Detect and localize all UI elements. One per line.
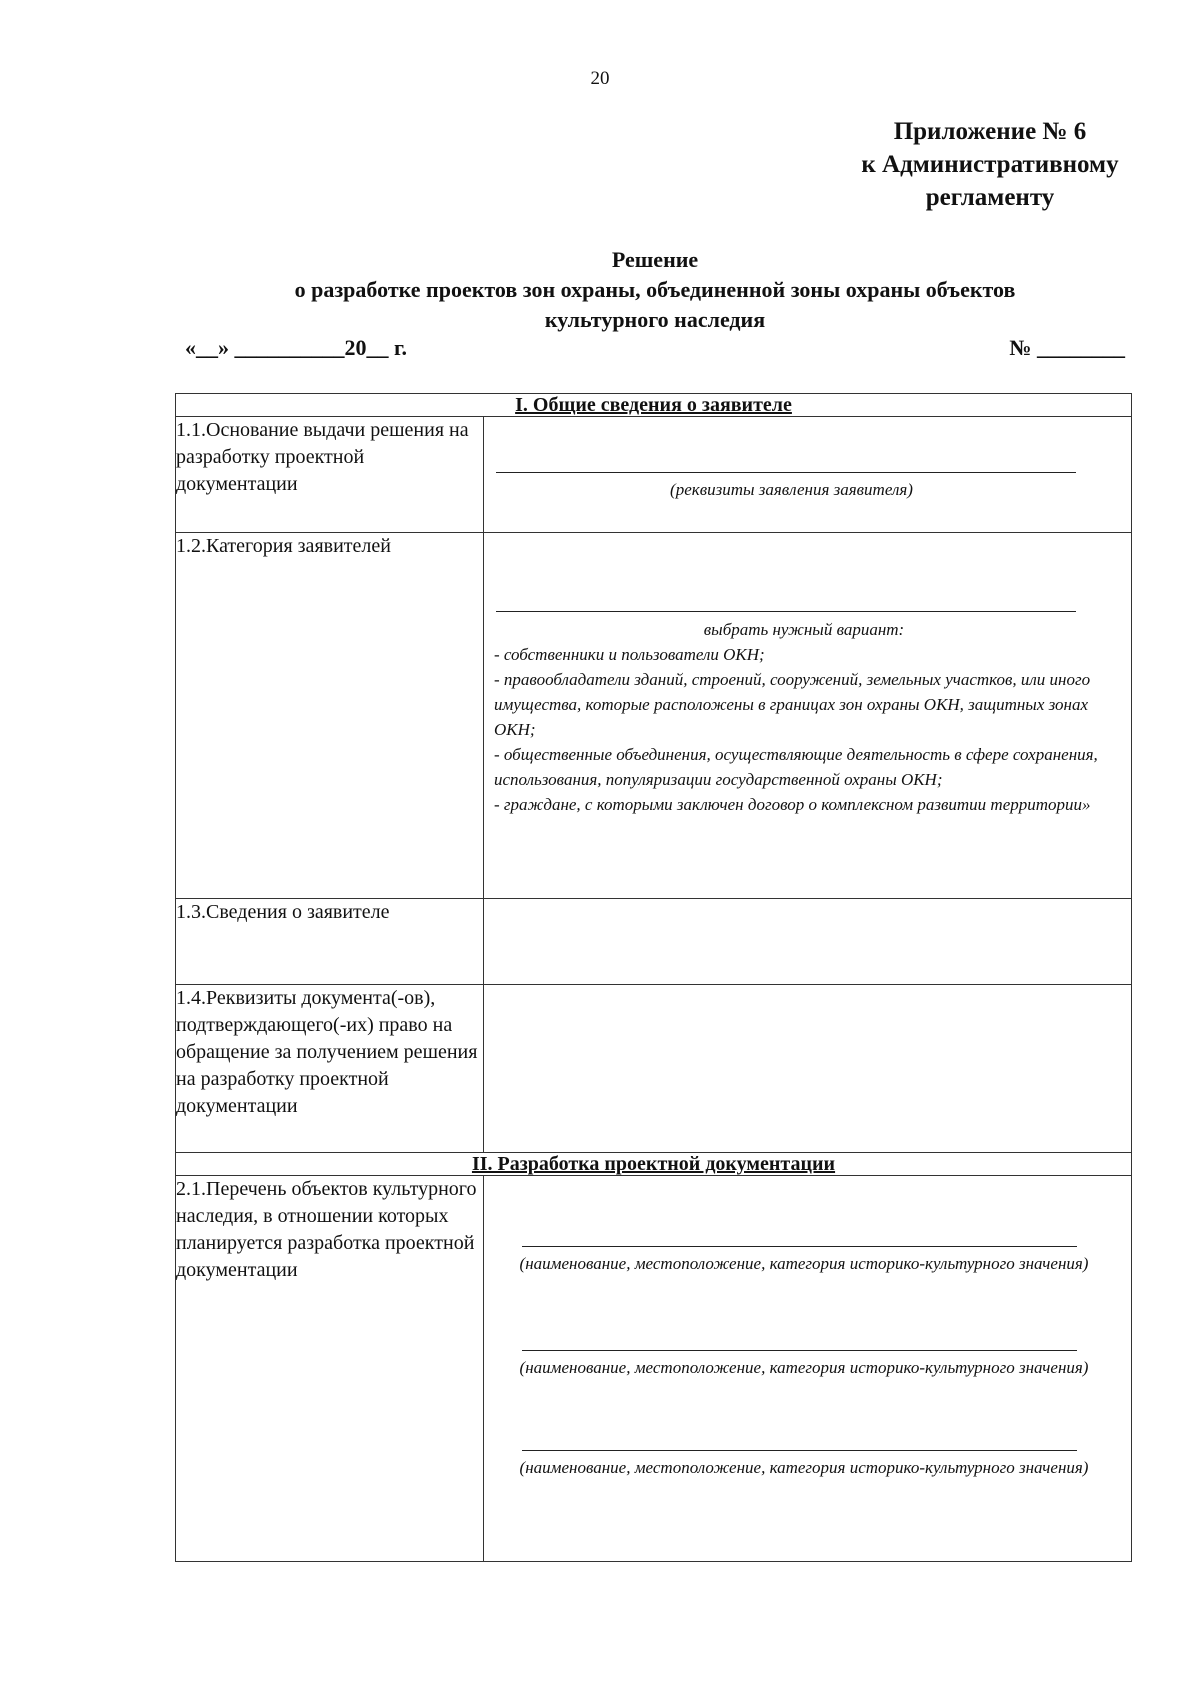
appendix-line-2: к Административному — [861, 151, 1119, 178]
appendix-heading — [800, 115, 1180, 214]
appendix-line-1: Приложение № 6 — [893, 118, 1087, 145]
option-owners: - собственники и пользователи ОКН; — [494, 645, 765, 664]
number-field: № ________ — [1009, 335, 1125, 360]
section-1-header-row — [176, 394, 1132, 417]
page-number: 20 — [590, 68, 610, 89]
row-1-2-value — [484, 533, 1132, 899]
appendix-line-3: регламенту — [925, 184, 1055, 211]
row-1-1-hint: (реквизиты заявления заявителя) — [670, 480, 913, 499]
table-row-2-1 — [176, 1176, 1132, 1562]
heritage-object-entry — [484, 1450, 1124, 1480]
heritage-object-hint: (наименование, местоположение, категория историко-культурного значения) — [519, 1458, 1089, 1477]
option-citizens: - граждане, с которыми заключен договор о комплексном развитии территории» — [494, 795, 1091, 814]
row-1-1-value — [484, 417, 1132, 533]
section-2-header-row — [176, 1153, 1132, 1176]
table-row-1-4 — [176, 985, 1132, 1153]
table-row-1-3 — [176, 899, 1132, 985]
section-1-title: I. Общие сведения о заявителе — [176, 394, 1132, 417]
row-1-1-label: 1.1.Основание выдачи решения на разработку проектной документации — [176, 417, 484, 533]
row-2-1-label: 2.1.Перечень объектов культурного наследия, в отношении которых планируется разработка проектной документации — [176, 1176, 484, 1562]
applicant-category-options — [484, 617, 1124, 817]
heritage-object-entry — [484, 1246, 1124, 1276]
title-line-2: о разработке проектов зон охраны, объединенной зоны охраны объектов — [294, 277, 1016, 302]
row-1-4-value — [484, 985, 1132, 1153]
date-number-line — [185, 335, 1125, 367]
title-line-3: культурного наследия — [544, 307, 766, 332]
date-field: «__» __________20__ г. — [185, 335, 408, 360]
title-line-1: Решение — [611, 247, 699, 272]
decision-form-table — [175, 393, 1132, 1562]
row-1-4-label: 1.4.Реквизиты документа(-ов), подтверждающего(-их) право на обращение за получением решения на разработку проектной документации — [176, 985, 484, 1153]
row-1-3-value — [484, 899, 1132, 985]
row-1-3-label: 1.3.Сведения о заявителе — [176, 899, 484, 985]
table-row-1-1 — [176, 417, 1132, 533]
fill-line — [496, 472, 1076, 473]
fill-line — [496, 611, 1076, 612]
heritage-object-hint: (наименование, местоположение, категория историко-культурного значения) — [519, 1358, 1089, 1377]
table-row-1-2 — [176, 533, 1132, 899]
row-1-2-label: 1.2.Категория заявителей — [176, 533, 484, 899]
heritage-object-entry — [484, 1350, 1124, 1380]
option-associations: - общественные объединения, осуществляющие деятельность в сфере сохранения, использования, популяризации государственной охраны ОКН; — [494, 745, 1098, 789]
document-title — [175, 245, 1135, 335]
option-rightholders: - правообладатели зданий, строений, сооружений, земельных участков, или иного имущества, которые расположены в границах зон охраны ОКН, защитных зонах ОКН; — [494, 670, 1091, 739]
heritage-object-hint: (наименование, местоположение, категория историко-культурного значения) — [519, 1254, 1089, 1273]
row-2-1-value — [484, 1176, 1132, 1562]
section-2-title: II. Разработка проектной документации — [176, 1153, 1132, 1176]
row-1-2-hint: выбрать нужный вариант: — [703, 620, 905, 639]
